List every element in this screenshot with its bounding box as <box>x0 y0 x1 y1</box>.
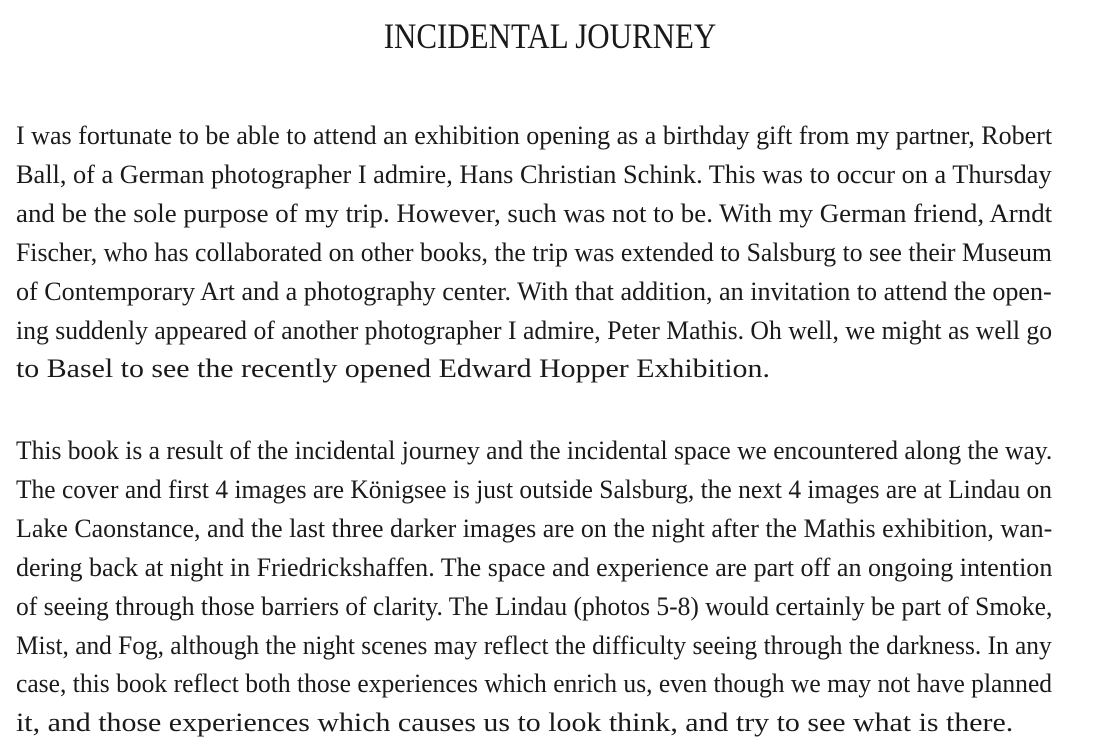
text-line: dering back at night in Friedrickshaffen. The space and experience are part off an ongoing intention <box>16 552 1053 582</box>
paragraph-2 <box>16 432 1052 743</box>
text-line: Mist, and Fog, although the night scenes may reflect the difficulty seeing through the darkness. In any <box>16 630 1052 660</box>
text-line: of Contemporary Art and a photography center. With that addition, an invitation to attend the open- <box>16 276 1052 306</box>
text-line: I was fortunate to be able to attend an exhibition opening as a birthday gift from my partner, Robert <box>16 121 1053 150</box>
text-line: Ball, of a German photographer I admire, Hans Christian Schink. This was to occur on a Thursday <box>16 159 1052 189</box>
text-line: This book is a result of the incidental journey and the incidental space we encountered along the way. <box>16 436 1053 465</box>
text-line: Fischer, who has collaborated on other books, the trip was extended to Salsburg to see their Museum <box>16 237 1052 267</box>
text-line: ing suddenly appeared of another photographer I admire, Peter Mathis. Oh well, we might as well go <box>16 315 1053 345</box>
text-line: The cover and first 4 images are Königsee is just outside Salsburg, the next 4 images are at Lindau on <box>16 474 1053 504</box>
text-line: to Basel to see the recently opened Edward Hopper Exhibition. <box>16 354 770 384</box>
text-line: it, and those experiences which causes us to look think, and try to see what is there. <box>16 708 1014 738</box>
paragraph-1 <box>16 117 1052 389</box>
text-line: of seeing through those barriers of clarity. The Lindau (photos 5-8) would certainly be part of Smoke, <box>16 591 1053 621</box>
text-line: case, this book reflect both those experiences which enrich us, even though we may not have planned <box>16 669 1053 699</box>
text-line: and be the sole purpose of my trip. However, such was not to be. With my German friend, Arndt <box>16 198 1053 228</box>
text-line: Lake Caonstance, and the last three darker images are on the night after the Mathis exhibition, wan- <box>16 513 1053 543</box>
page-title: INCIDENTAL JOURNEY <box>383 16 717 56</box>
